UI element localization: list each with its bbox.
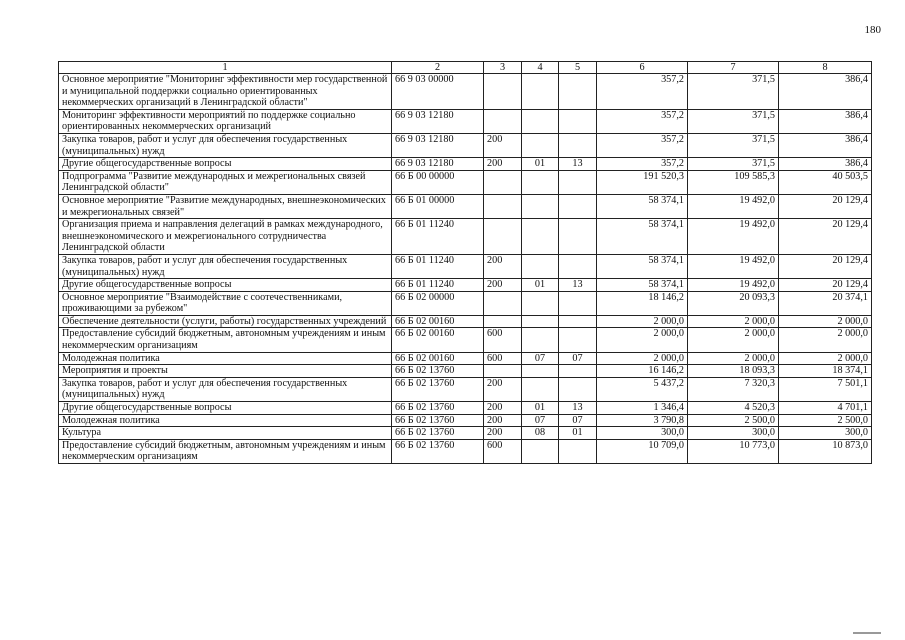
table-row: [59, 109, 872, 133]
row-subsection: 07: [559, 414, 597, 427]
row-section: [522, 328, 559, 352]
row-name: Молодежная политика: [59, 414, 392, 427]
row-subsection: 13: [559, 402, 597, 415]
row-target-article: 66 Б 00 00000: [392, 170, 484, 194]
row-expense-type: 200: [484, 377, 522, 401]
budget-table: [58, 61, 872, 464]
row-name: Закупка товаров, работ и услуг для обеспечения государственных (муниципальных) нужд: [59, 377, 392, 401]
row-amount-col7: 20 093,3: [688, 291, 779, 315]
row-amount-col6: 58 374,1: [597, 254, 688, 278]
table-row: [59, 291, 872, 315]
row-amount-col8: 386,4: [779, 74, 872, 110]
row-section: [522, 74, 559, 110]
row-section: [522, 170, 559, 194]
row-section: 01: [522, 158, 559, 171]
row-subsection: [559, 365, 597, 378]
row-amount-col8: 4 701,1: [779, 402, 872, 415]
row-amount-col6: 58 374,1: [597, 194, 688, 218]
row-amount-col6: 5 437,2: [597, 377, 688, 401]
row-name: Организация приема и направления делегаций в рамках международного, внешнеэкономического и межрегионального сотрудничества Ленинградской области: [59, 219, 392, 255]
row-expense-type: 200: [484, 133, 522, 157]
row-amount-col8: 2 000,0: [779, 328, 872, 352]
row-target-article: 66 Б 02 13760: [392, 402, 484, 415]
row-amount-col8: 2 000,0: [779, 315, 872, 328]
page-number: 180: [864, 24, 881, 36]
row-section: [522, 194, 559, 218]
row-amount-col8: 20 129,4: [779, 254, 872, 278]
row-name: Закупка товаров, работ и услуг для обеспечения государственных (муниципальных) нужд: [59, 254, 392, 278]
row-subsection: [559, 439, 597, 463]
row-amount-col8: 10 873,0: [779, 439, 872, 463]
table-row: [59, 414, 872, 427]
row-section: [522, 439, 559, 463]
table-row: [59, 427, 872, 440]
header-cell: 1: [59, 62, 392, 74]
row-subsection: [559, 194, 597, 218]
row-subsection: [559, 170, 597, 194]
table-header-row: [59, 62, 872, 74]
row-amount-col6: 2 000,0: [597, 328, 688, 352]
row-target-article: 66 Б 02 00000: [392, 291, 484, 315]
table-body: [59, 74, 872, 464]
row-amount-col6: 357,2: [597, 74, 688, 110]
row-expense-type: [484, 74, 522, 110]
table-row: [59, 170, 872, 194]
row-section: 07: [522, 352, 559, 365]
row-target-article: 66 Б 02 00160: [392, 328, 484, 352]
row-amount-col8: 2 500,0: [779, 414, 872, 427]
row-name: Мониторинг эффективности мероприятий по поддержке социально ориентированных некоммерческих организаций: [59, 109, 392, 133]
row-amount-col6: 191 520,3: [597, 170, 688, 194]
row-expense-type: 600: [484, 352, 522, 365]
row-subsection: [559, 377, 597, 401]
row-amount-col7: 109 585,3: [688, 170, 779, 194]
row-name: Подпрограмма "Развитие международных и межрегиональных связей Ленинградской области": [59, 170, 392, 194]
row-amount-col8: 40 503,5: [779, 170, 872, 194]
row-target-article: 66 Б 02 13760: [392, 377, 484, 401]
header-cell: 7: [688, 62, 779, 74]
table-row: [59, 328, 872, 352]
table-row: [59, 133, 872, 157]
row-name: Обеспечение деятельности (услуги, работы) государственных учреждений: [59, 315, 392, 328]
row-subsection: [559, 254, 597, 278]
row-name: Основное мероприятие "Развитие международных, внешнеэкономических и межрегиональных связей": [59, 194, 392, 218]
row-target-article: 66 9 03 12180: [392, 109, 484, 133]
row-amount-col8: 386,4: [779, 158, 872, 171]
row-amount-col6: 58 374,1: [597, 219, 688, 255]
row-amount-col6: 58 374,1: [597, 279, 688, 292]
row-amount-col6: 357,2: [597, 133, 688, 157]
row-section: 07: [522, 414, 559, 427]
row-amount-col7: 2 000,0: [688, 315, 779, 328]
row-amount-col8: 7 501,1: [779, 377, 872, 401]
table-row: [59, 158, 872, 171]
row-section: [522, 365, 559, 378]
row-expense-type: 200: [484, 427, 522, 440]
row-expense-type: [484, 365, 522, 378]
row-name: Молодежная политика: [59, 352, 392, 365]
row-name: Основное мероприятие "Мониторинг эффективности мер государственной и муниципальной поддержки социально ориентированных некоммерческих организаций в Ленинградской области": [59, 74, 392, 110]
row-target-article: 66 Б 02 00160: [392, 352, 484, 365]
row-expense-type: [484, 219, 522, 255]
row-name: Мероприятия и проекты: [59, 365, 392, 378]
row-amount-col7: 19 492,0: [688, 194, 779, 218]
header-cell: 5: [559, 62, 597, 74]
row-amount-col7: 19 492,0: [688, 254, 779, 278]
row-amount-col7: 371,5: [688, 158, 779, 171]
row-amount-col7: 2 000,0: [688, 328, 779, 352]
row-target-article: 66 Б 02 00160: [392, 315, 484, 328]
row-amount-col8: 20 374,1: [779, 291, 872, 315]
row-amount-col7: 300,0: [688, 427, 779, 440]
row-target-article: 66 Б 02 13760: [392, 414, 484, 427]
row-amount-col8: 18 374,1: [779, 365, 872, 378]
row-amount-col8: 20 129,4: [779, 194, 872, 218]
row-section: 08: [522, 427, 559, 440]
row-expense-type: [484, 109, 522, 133]
page-corner-mark: [853, 632, 881, 634]
row-amount-col7: 371,5: [688, 133, 779, 157]
row-subsection: [559, 109, 597, 133]
row-amount-col8: 2 000,0: [779, 352, 872, 365]
row-subsection: [559, 328, 597, 352]
row-amount-col8: 20 129,4: [779, 279, 872, 292]
row-amount-col7: 2 500,0: [688, 414, 779, 427]
table-row: [59, 254, 872, 278]
row-subsection: 07: [559, 352, 597, 365]
row-expense-type: [484, 170, 522, 194]
row-amount-col8: 386,4: [779, 133, 872, 157]
row-amount-col7: 7 320,3: [688, 377, 779, 401]
row-section: [522, 133, 559, 157]
row-amount-col7: 2 000,0: [688, 352, 779, 365]
row-section: [522, 315, 559, 328]
row-amount-col6: 300,0: [597, 427, 688, 440]
row-section: [522, 109, 559, 133]
row-amount-col7: 4 520,3: [688, 402, 779, 415]
row-section: [522, 377, 559, 401]
row-subsection: [559, 74, 597, 110]
row-amount-col6: 3 790,8: [597, 414, 688, 427]
row-target-article: 66 9 03 00000: [392, 74, 484, 110]
row-target-article: 66 9 03 12180: [392, 133, 484, 157]
row-expense-type: 200: [484, 414, 522, 427]
table-row: [59, 194, 872, 218]
row-amount-col6: 357,2: [597, 158, 688, 171]
row-name: Другие общегосударственные вопросы: [59, 279, 392, 292]
row-subsection: [559, 133, 597, 157]
row-amount-col7: 19 492,0: [688, 219, 779, 255]
row-expense-type: 200: [484, 254, 522, 278]
row-name: Другие общегосударственные вопросы: [59, 158, 392, 171]
header-cell: 8: [779, 62, 872, 74]
header-cell: 2: [392, 62, 484, 74]
header-cell: 4: [522, 62, 559, 74]
row-expense-type: 600: [484, 439, 522, 463]
row-subsection: 13: [559, 279, 597, 292]
row-expense-type: [484, 291, 522, 315]
row-name: Культура: [59, 427, 392, 440]
row-amount-col6: 16 146,2: [597, 365, 688, 378]
table-row: [59, 377, 872, 401]
row-name: Закупка товаров, работ и услуг для обеспечения государственных (муниципальных) нужд: [59, 133, 392, 157]
row-amount-col6: 2 000,0: [597, 315, 688, 328]
row-expense-type: 200: [484, 402, 522, 415]
row-name: Предоставление субсидий бюджетным, автономным учреждениям и иным некоммерческим организациям: [59, 328, 392, 352]
row-target-article: 66 9 03 12180: [392, 158, 484, 171]
row-subsection: [559, 315, 597, 328]
row-amount-col7: 371,5: [688, 109, 779, 133]
row-expense-type: [484, 315, 522, 328]
row-amount-col7: 10 773,0: [688, 439, 779, 463]
table-row: [59, 365, 872, 378]
row-amount-col6: 1 346,4: [597, 402, 688, 415]
row-expense-type: 200: [484, 158, 522, 171]
row-name: Предоставление субсидий бюджетным, автономным учреждениям и иным некоммерческим организациям: [59, 439, 392, 463]
row-amount-col7: 18 093,3: [688, 365, 779, 378]
row-section: 01: [522, 402, 559, 415]
row-subsection: 13: [559, 158, 597, 171]
row-section: [522, 291, 559, 315]
row-target-article: 66 Б 01 11240: [392, 279, 484, 292]
row-amount-col7: 19 492,0: [688, 279, 779, 292]
row-section: 01: [522, 279, 559, 292]
row-expense-type: 200: [484, 279, 522, 292]
row-expense-type: 600: [484, 328, 522, 352]
table-row: [59, 74, 872, 110]
header-cell: 6: [597, 62, 688, 74]
row-target-article: 66 Б 01 11240: [392, 219, 484, 255]
row-amount-col8: 300,0: [779, 427, 872, 440]
table-row: [59, 439, 872, 463]
row-amount-col7: 371,5: [688, 74, 779, 110]
row-target-article: 66 Б 02 13760: [392, 427, 484, 440]
row-subsection: 01: [559, 427, 597, 440]
table-row: [59, 279, 872, 292]
header-cell: 3: [484, 62, 522, 74]
row-amount-col8: 386,4: [779, 109, 872, 133]
table-row: [59, 402, 872, 415]
row-expense-type: [484, 194, 522, 218]
row-amount-col6: 10 709,0: [597, 439, 688, 463]
row-target-article: 66 Б 02 13760: [392, 365, 484, 378]
row-subsection: [559, 219, 597, 255]
row-target-article: 66 Б 01 11240: [392, 254, 484, 278]
row-target-article: 66 Б 01 00000: [392, 194, 484, 218]
row-section: [522, 254, 559, 278]
table-row: [59, 315, 872, 328]
row-subsection: [559, 291, 597, 315]
row-amount-col6: 2 000,0: [597, 352, 688, 365]
table-row: [59, 352, 872, 365]
row-amount-col6: 18 146,2: [597, 291, 688, 315]
row-section: [522, 219, 559, 255]
row-amount-col8: 20 129,4: [779, 219, 872, 255]
table-row: [59, 219, 872, 255]
row-name: Другие общегосударственные вопросы: [59, 402, 392, 415]
row-name: Основное мероприятие "Взаимодействие с соотечественниками, проживающими за рубежом": [59, 291, 392, 315]
row-target-article: 66 Б 02 13760: [392, 439, 484, 463]
row-amount-col6: 357,2: [597, 109, 688, 133]
